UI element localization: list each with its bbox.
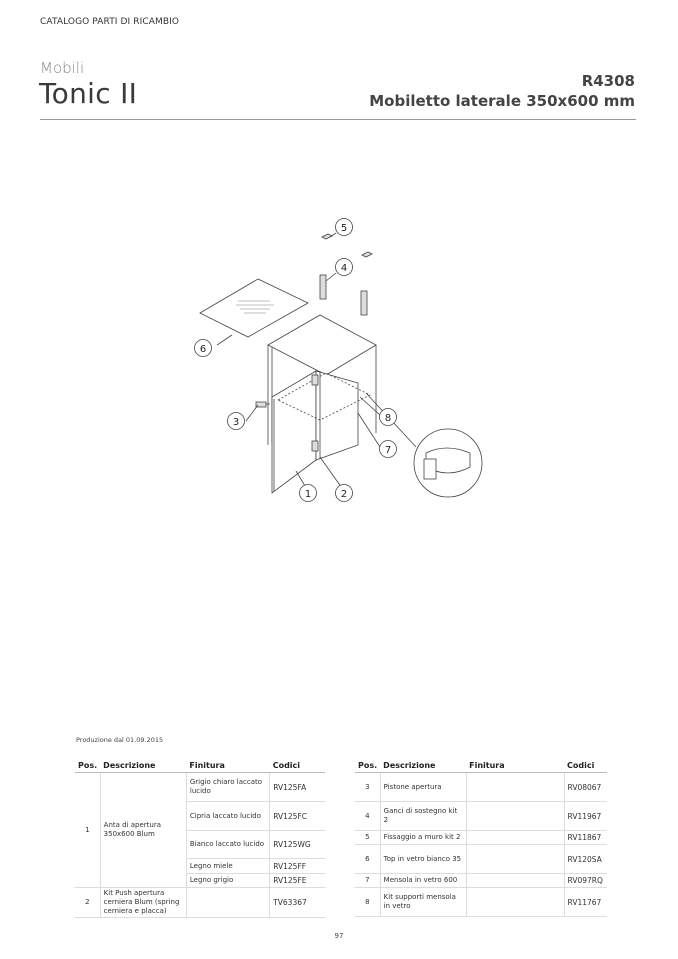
callout-1 <box>300 485 317 502</box>
header-description: Descrizione <box>100 758 186 773</box>
table-row: Legno miele RV125FF <box>75 859 325 874</box>
callout-7 <box>380 441 397 458</box>
header-finish: Finitura <box>466 758 564 773</box>
header-divider <box>40 119 636 120</box>
product-code: R4308 <box>581 72 635 90</box>
page-number: 97 <box>334 932 344 940</box>
header-codes: Codici <box>564 758 607 773</box>
callout-2 <box>336 485 353 502</box>
table-row: 4 Ganci di sostegno kit 2 RV11967 <box>355 802 607 831</box>
svg-text:3: 3 <box>232 417 240 428</box>
header-pos: Pos. <box>355 758 380 773</box>
table-header-row <box>355 758 607 773</box>
header-pos: Pos. <box>75 758 100 773</box>
svg-text:8: 8 <box>384 413 392 424</box>
header-codes: Codici <box>270 758 325 773</box>
table-row: 1 Anta di apertura 350x600 Blum Grigio chiaro laccato lucido RV125FA <box>75 773 325 802</box>
product-subtitle: Mobiletto laterale 350x600 mm <box>369 92 635 110</box>
table-row: 5 Fissaggio a muro kit 2 RV11867 <box>355 831 607 845</box>
table-header-row <box>75 758 325 773</box>
svg-text:5: 5 <box>340 223 348 234</box>
svg-text:1: 1 <box>304 489 312 500</box>
header-finish: Finitura <box>186 758 269 773</box>
cabinet-body <box>268 315 376 493</box>
table-row: 3 Pistone apertura RV08067 <box>355 773 607 802</box>
header-description: Descrizione <box>380 758 466 773</box>
table-row: Cipria laccato lucido RV125FC <box>75 802 325 831</box>
table-row: 8 Kit supporti mensola in vetro RV11767 <box>355 888 607 917</box>
parts-table-left <box>75 758 325 918</box>
hanging-bracket-part <box>320 275 367 315</box>
callout-3 <box>228 413 245 430</box>
exploded-drawing <box>190 215 490 510</box>
callout-6 <box>195 340 212 357</box>
callout-5 <box>336 219 353 236</box>
callout-4 <box>336 259 353 276</box>
svg-text:6: 6 <box>199 344 207 355</box>
glass-top-panel <box>200 279 308 337</box>
wall-fixing-part <box>322 234 372 257</box>
product-title: Tonic II <box>39 77 138 110</box>
parts-table-right <box>355 758 607 917</box>
callout-8 <box>380 409 397 426</box>
table-row: 2 Kit Push apertura cerniera Blum (spring cerniera e placca) TV63367 <box>75 888 325 918</box>
svg-text:7: 7 <box>384 445 392 456</box>
table-row: Bianco laccato lucido RV125WG <box>75 831 325 859</box>
table-row: Legno grigio RV125FE <box>75 874 325 888</box>
production-note: Produzione dal 01.09.2015 <box>76 736 164 744</box>
table-row: 6 Top in vetro bianco 35 RV120SA <box>355 845 607 874</box>
catalog-label: CATALOGO PARTI DI RICAMBIO <box>40 17 180 27</box>
table-row: 7 Mensola in vetro 600 RV097RQ <box>355 874 607 888</box>
category-label: Mobili <box>40 59 85 77</box>
svg-text:4: 4 <box>340 263 348 274</box>
svg-text:2: 2 <box>340 489 348 500</box>
